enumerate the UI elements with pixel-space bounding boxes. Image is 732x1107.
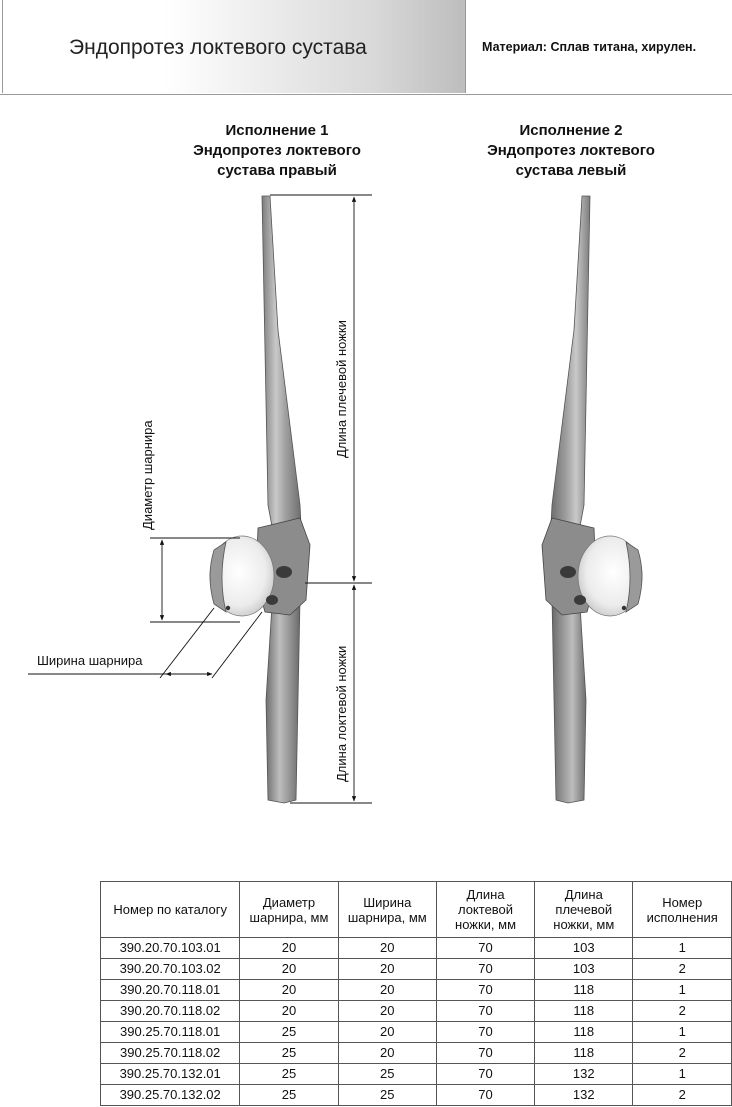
- table-row: [101, 980, 732, 1001]
- table-cell: 70: [436, 1085, 534, 1106]
- table-cell: 20: [240, 959, 338, 980]
- table-cell: 1: [633, 980, 732, 1001]
- table-cell: 390.20.70.103.02: [101, 959, 240, 980]
- col-variant-number: Номер исполнения: [633, 882, 732, 938]
- table-cell: 20: [338, 980, 436, 1001]
- table-row: [101, 1043, 732, 1064]
- implant-right: [210, 196, 310, 803]
- table-cell: 1: [633, 1022, 732, 1043]
- table-cell: 70: [436, 1043, 534, 1064]
- table-cell: 390.25.70.118.02: [101, 1043, 240, 1064]
- table-cell: 70: [436, 959, 534, 980]
- table-row: [101, 1022, 732, 1043]
- catalog-table: [100, 881, 732, 1106]
- variant-2-side: сустава левый: [515, 162, 627, 179]
- table-cell: 390.25.70.132.02: [101, 1085, 240, 1106]
- table-cell: 20: [338, 938, 436, 959]
- table-cell: 390.20.70.103.01: [101, 938, 240, 959]
- ulnar-length-label: Длина локтевой ножки: [334, 645, 349, 782]
- table-cell: 118: [535, 1001, 633, 1022]
- page-title: Эндопротез локтевого сустава: [69, 36, 367, 59]
- table-cell: 20: [240, 1001, 338, 1022]
- table-cell: 25: [240, 1043, 338, 1064]
- humeral-stem: [262, 196, 302, 548]
- table-cell: 2: [633, 1043, 732, 1064]
- table-cell: 118: [535, 1043, 633, 1064]
- table-cell: 70: [436, 980, 534, 1001]
- table-cell: 390.20.70.118.01: [101, 980, 240, 1001]
- table-cell: 2: [633, 1001, 732, 1022]
- table-cell: 2: [633, 959, 732, 980]
- table-row: [101, 1001, 732, 1022]
- table-cell: 132: [535, 1064, 633, 1085]
- table-cell: 118: [535, 980, 633, 1001]
- table-cell: 25: [240, 1085, 338, 1106]
- variant-1-side: сустава правый: [217, 162, 337, 179]
- table-row: [101, 1064, 732, 1085]
- table-cell: 118: [535, 1022, 633, 1043]
- table-cell: 70: [436, 938, 534, 959]
- table-cell: 25: [240, 1064, 338, 1085]
- table-cell: 25: [240, 1022, 338, 1043]
- table-cell: 390.25.70.118.01: [101, 1022, 240, 1043]
- table-cell: 20: [240, 980, 338, 1001]
- variant-1-name: Эндопротез локтевого: [193, 142, 361, 159]
- joint-width-label: Ширина шарнира: [37, 653, 143, 668]
- col-ulnar-length: Длина локтевой ножки, мм: [436, 882, 534, 938]
- table-header-row: [101, 882, 732, 938]
- material-note: Материал: Сплав титана, хирулен.: [482, 40, 697, 54]
- table-cell: 20: [338, 1022, 436, 1043]
- table-cell: 1: [633, 938, 732, 959]
- col-joint-diameter: Диаметр шарнира, мм: [240, 882, 338, 938]
- ulnar-stem: [266, 600, 300, 803]
- table-cell: 103: [535, 938, 633, 959]
- table-cell: 20: [338, 959, 436, 980]
- table-cell: 70: [436, 1064, 534, 1085]
- table-cell: 390.20.70.118.02: [101, 1001, 240, 1022]
- table-cell: 20: [338, 1001, 436, 1022]
- joint-diameter-label: Диаметр шарнира: [140, 420, 155, 530]
- col-humeral-length: Длина плечевой ножки, мм: [535, 882, 633, 938]
- col-catalog-number: Номер по каталогу: [101, 882, 240, 938]
- table-row: [101, 1085, 732, 1106]
- table-cell: 390.25.70.132.01: [101, 1064, 240, 1085]
- table-cell: 70: [436, 1001, 534, 1022]
- variant-2-name: Эндопротез локтевого: [487, 142, 655, 159]
- table-cell: 1: [633, 1064, 732, 1085]
- table-row: [101, 938, 732, 959]
- table-cell: 132: [535, 1085, 633, 1106]
- table-cell: 70: [436, 1022, 534, 1043]
- table-cell: 2: [633, 1085, 732, 1106]
- humeral-length-label: Длина плечевой ножки: [334, 320, 349, 458]
- implant-left: [542, 196, 642, 803]
- table-cell: 25: [338, 1085, 436, 1106]
- table-cell: 20: [338, 1043, 436, 1064]
- table-cell: 103: [535, 959, 633, 980]
- table-body: [101, 938, 732, 1106]
- table-row: [101, 959, 732, 980]
- dimension-lines: [28, 195, 372, 803]
- col-joint-width: Ширина шарнира, мм: [338, 882, 436, 938]
- variant-1-number: Исполнение 1: [225, 122, 329, 139]
- table-cell: 20: [240, 938, 338, 959]
- table-cell: 25: [338, 1064, 436, 1085]
- variant-2-number: Исполнение 2: [519, 122, 623, 139]
